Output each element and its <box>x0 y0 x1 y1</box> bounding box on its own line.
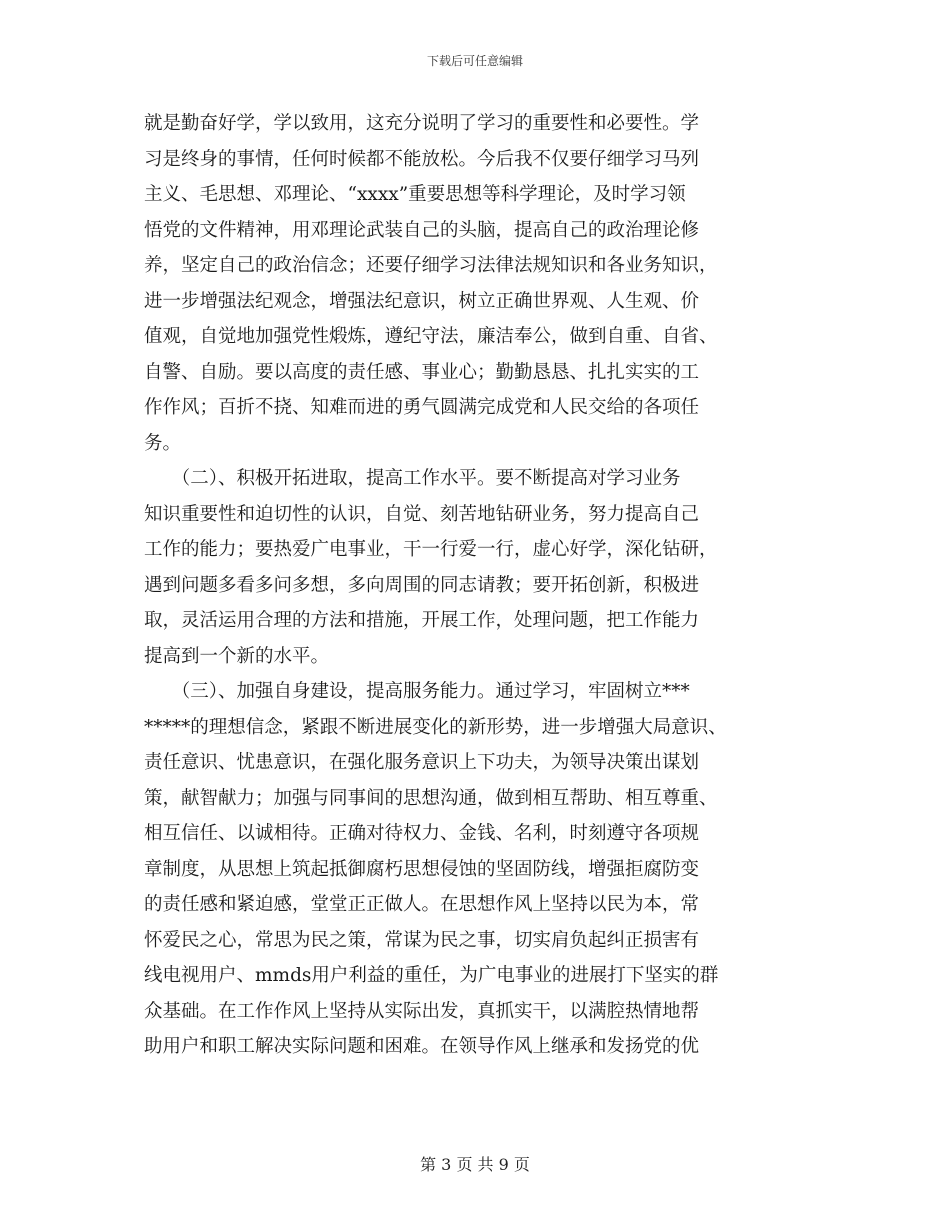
text-line: 策，献智献力；加强与同事间的思想沟通，做到相互帮助、相互尊重、 <box>144 787 718 809</box>
paragraph-2 <box>144 461 804 674</box>
text-line: 章制度，从思想上筑起抵御腐朽思想侵蚀的坚固防线，增强拒腐防变 <box>144 858 700 880</box>
text-line: 自警、自励。要以高度的责任感、事业心；勤勤恳恳、扎扎实实的工 <box>144 361 700 383</box>
text-line: 助用户和职工解决实际问题和困难。在领导作风上继承和发扬党的优 <box>144 1036 700 1057</box>
text-line: 责任意识、忧患意识，在强化服务意识上下功夫，为领导决策出谋划 <box>144 752 700 773</box>
page-footer: 第 3 页 共 9 页 <box>420 1155 530 1174</box>
text-line: 相互信任、以诚相待。正确对待权力、金钱、名利，时刻遵守各项规 <box>144 823 700 844</box>
text-line: 习是终身的事情，任何时候都不能放松。今后我不仅要仔细学习马列 <box>144 148 700 170</box>
paragraph-1 <box>144 106 804 461</box>
text-line: 主义、毛思想、邓理论、“xxxx”重要思想等科学理论，及时学习领 <box>144 184 686 205</box>
text-line: 进一步增强法纪观念，增强法纪意识，树立正确世界观、人生观、价 <box>144 290 700 312</box>
text-line: 工作的能力；要热爱广电事业，干一行爱一行，虚心好学，深化钻研， <box>144 539 718 560</box>
text-line: 取，灵活运用合理的方法和措施，开展工作，处理问题，把工作能力 <box>144 610 700 631</box>
text-line: （三）、加强自身建设，提高服务能力。通过学习，牢固树立*** <box>144 681 690 702</box>
text-line: 养，坚定自己的政治信念；还要仔细学习法律法规知识和各业务知识， <box>144 255 718 276</box>
text-line: 作作风；百折不挠、知难而进的勇气圆满完成党和人民交给的各项任 <box>144 397 700 418</box>
document-body <box>144 106 804 1065</box>
text-line: 怀爱民之心，常思为民之策，常谋为民之事，切实肩负起纠正损害有 <box>144 929 700 951</box>
page-header: 下载后可任意编辑 <box>426 54 523 68</box>
text-line: 线电视用户、mmds用户利益的重任，为广电事业的进展打下坚实的群 <box>144 965 719 986</box>
text-line: 知识重要性和迫切性的认识，自觉、刻苦地钻研业务，努力提高自己 <box>144 503 700 525</box>
text-line: 提高到一个新的水平。 <box>144 645 330 667</box>
text-line: （二）、积极开拓进取，提高工作水平。要不断提高对学习业务 <box>144 468 681 489</box>
text-line: 值观，自觉地加强党性煅炼，遵纪守法，廉洁奉公，做到自重、自省、 <box>144 326 718 347</box>
paragraph-3 <box>144 674 804 1065</box>
text-line: 悟党的文件精神，用邓理论武装自己的头脑，提高自己的政治理论修 <box>144 219 700 241</box>
text-line: 遇到问题多看多问多想，多向周围的同志请教；要开拓创新，积极进 <box>144 574 700 596</box>
text-line: 的责任感和紧迫感，堂堂正正做人。在思想作风上坚持以民为本，常 <box>144 894 700 915</box>
text-line: 就是勤奋好学，学以致用，这充分说明了学习的重要性和必要性。学 <box>144 113 700 134</box>
text-line: *****的理想信念，紧跟不断进展变化的新形势，进一步增强大局意识、 <box>144 716 727 738</box>
text-line: 务。 <box>144 432 182 454</box>
text-line: 众基础。在工作作风上坚持从实际出发，真抓实干，以满腔热情地帮 <box>144 1000 700 1022</box>
